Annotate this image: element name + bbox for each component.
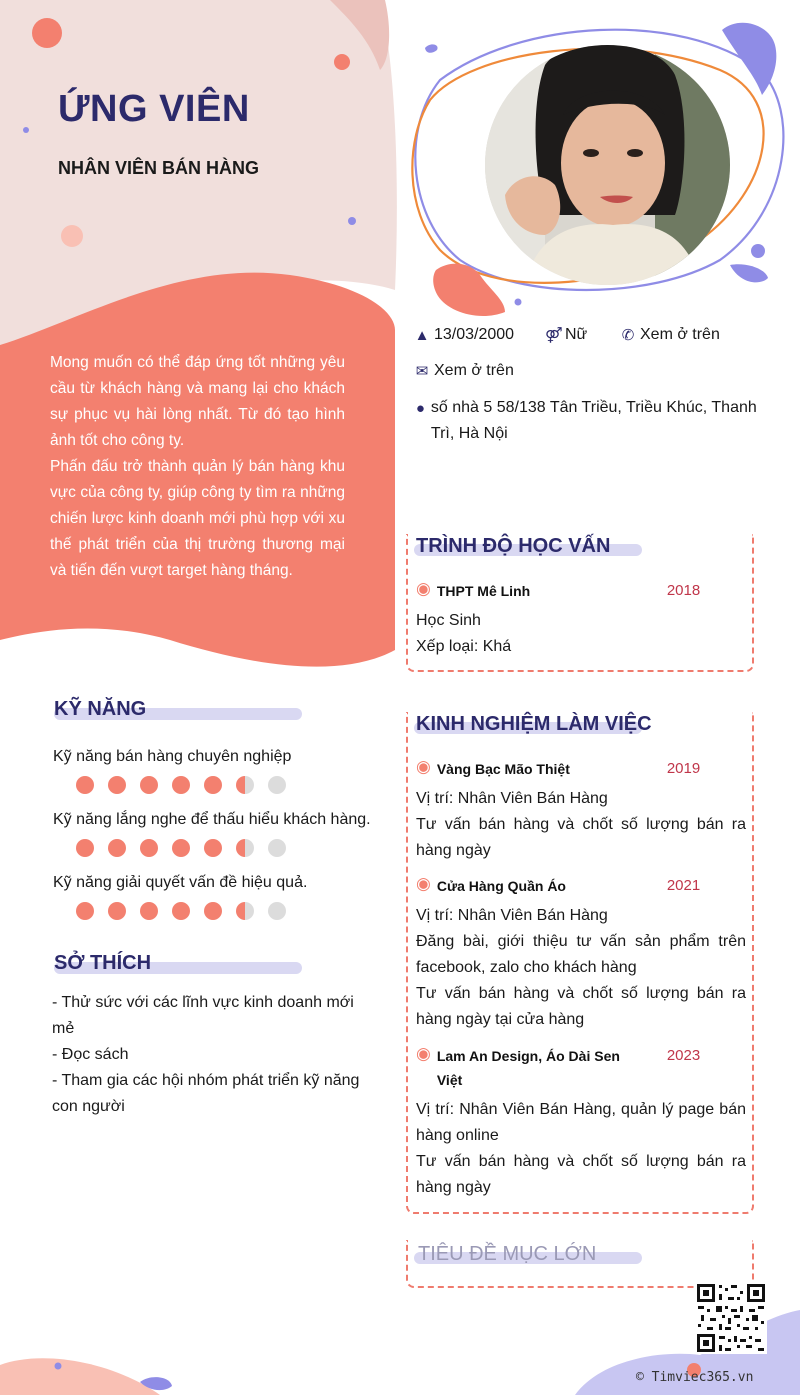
experience-details <box>416 903 746 1033</box>
skills-title: KỸ NĂNG <box>54 698 147 720</box>
skill-name: Kỹ năng giải quyết vấn đề hiệu quả. <box>53 874 308 891</box>
experience-line: Vị trí: Nhân Viên Bán Hàng, quản lý page bán hàng online <box>416 1101 746 1144</box>
cake-icon: ▲ <box>414 326 430 344</box>
education-details <box>416 608 746 660</box>
rating-dot <box>236 902 254 920</box>
skill-rating <box>76 776 286 794</box>
address-row <box>414 398 759 447</box>
rating-dot <box>76 902 94 920</box>
hobby-item: - Đọc sách <box>52 1046 129 1063</box>
rating-dot <box>140 902 158 920</box>
phone-row <box>620 326 720 344</box>
rating-dot <box>204 902 222 920</box>
phone-value: Xem ở trên <box>640 326 720 343</box>
map-pin-icon: ◉ <box>416 757 431 776</box>
avatar <box>485 45 730 285</box>
rating-dot <box>172 776 190 794</box>
rating-dot <box>268 839 286 857</box>
candidate-name: ỨNG VIÊN <box>58 88 250 130</box>
education-line: Học Sinh <box>416 612 481 629</box>
extra-section-title: TIÊU ĐỀ MỤC LỚN <box>418 1243 597 1265</box>
experience-entry-header <box>416 874 746 898</box>
address-value: số nhà 5 58/138 Tân Triều, Triều Khúc, Thanh Trì, Hà Nội <box>430 399 757 442</box>
experience-line: Tư vấn bán hàng và chốt số lượng bán ra hàng ngày <box>416 816 746 859</box>
rating-dot <box>204 776 222 794</box>
education-year: 2018 <box>666 582 701 599</box>
experience-title: KINH NGHIỆM LÀM VIỆC <box>416 713 652 735</box>
job-title: NHÂN VIÊN BÁN HÀNG <box>58 158 260 178</box>
rating-dot <box>268 776 286 794</box>
email-row <box>414 362 514 380</box>
experience-year: 2021 <box>666 877 701 894</box>
experience-details <box>416 786 746 864</box>
rating-dot <box>108 902 126 920</box>
hobby-item: - Tham gia các hội nhóm phát triển kỹ năng con người <box>52 1072 360 1115</box>
company-name: Cửa Hàng Quần Áo <box>436 878 566 894</box>
birthday-value: 13/03/2000 <box>434 326 515 343</box>
skill-name: Kỹ năng lắng nghe để thấu hiểu khách hàng. <box>53 811 371 828</box>
skill-rating <box>76 839 286 857</box>
hobby-item: - Thử sức với các lĩnh vực kinh doanh mới mẻ <box>52 994 354 1037</box>
experience-entry-header <box>416 1044 746 1092</box>
envelope-icon: ✉ <box>415 363 429 380</box>
email-value: Xem ở trên <box>434 362 514 379</box>
career-objective <box>50 350 345 584</box>
map-pin-icon: ◉ <box>416 874 431 893</box>
rating-dot <box>76 839 94 857</box>
objective-paragraph: Mong muốn có thể đáp ứng tốt những yêu cầu từ khách hàng và mang lại cho khách sự phục vụ hài lòng nhất. Từ đó tạo hình ảnh tốt cho công ty. <box>50 354 345 449</box>
skill-rating <box>76 902 286 920</box>
school-name: THPT Mê Linh <box>436 583 531 599</box>
experience-year: 2019 <box>666 760 701 777</box>
rating-dot <box>236 839 254 857</box>
education-entry-header <box>416 579 746 603</box>
rating-dot <box>204 839 222 857</box>
experience-details <box>416 1097 746 1201</box>
education-line: Xếp loại: Khá <box>416 638 512 655</box>
map-pin-icon: ◉ <box>416 1044 431 1063</box>
qr-code <box>695 1282 767 1354</box>
experience-line: Đăng bài, giới thiệu tư vấn sản phẩm trên facebook, zalo cho khách hàng <box>416 933 746 976</box>
hobbies-title: SỞ THÍCH <box>54 952 152 974</box>
gender-row <box>545 326 587 344</box>
rating-dot <box>140 776 158 794</box>
rating-dot <box>172 839 190 857</box>
experience-line: Vị trí: Nhân Viên Bán Hàng <box>416 790 608 807</box>
map-pin-icon: ◉ <box>416 579 431 598</box>
birthday-row <box>414 326 514 344</box>
phone-icon: ✆ <box>621 327 635 344</box>
gender-icon: ⚤ <box>545 327 563 344</box>
skill-name: Kỹ năng bán hàng chuyên nghiệp <box>53 748 292 765</box>
objective-paragraph: Phấn đấu trở thành quản lý bán hàng khu vực của công ty, giúp công ty tìm ra những chiến lược kinh doanh mới phù hợp với xu thế phát triển của thị trường thương mại và tiến đến vượt target hàng tháng. <box>50 458 345 579</box>
rating-dot <box>76 776 94 794</box>
experience-line: Tư vấn bán hàng và chốt số lượng bán ra hàng ngày tại cửa hàng <box>416 985 746 1028</box>
experience-line: Vị trí: Nhân Viên Bán Hàng <box>416 907 608 924</box>
hobbies-list <box>52 990 367 1120</box>
footer-credit: © Timviec365.vn <box>636 1370 754 1385</box>
rating-dot <box>172 902 190 920</box>
rating-dot <box>108 839 126 857</box>
education-title: TRÌNH ĐỘ HỌC VẤN <box>416 535 611 557</box>
rating-dot <box>108 776 126 794</box>
map-pin-icon: ● <box>415 400 425 417</box>
rating-dot <box>268 902 286 920</box>
rating-dot <box>236 776 254 794</box>
experience-year: 2023 <box>666 1047 701 1064</box>
experience-line: Tư vấn bán hàng và chốt số lượng bán ra hàng ngày <box>416 1153 746 1196</box>
gender-value: Nữ <box>565 326 588 343</box>
rating-dot <box>140 839 158 857</box>
company-name: Lam An Design, Áo Dài Sen Việt <box>436 1048 620 1088</box>
company-name: Vàng Bạc Mão Thiệt <box>436 761 570 777</box>
experience-entry-header <box>416 757 746 781</box>
